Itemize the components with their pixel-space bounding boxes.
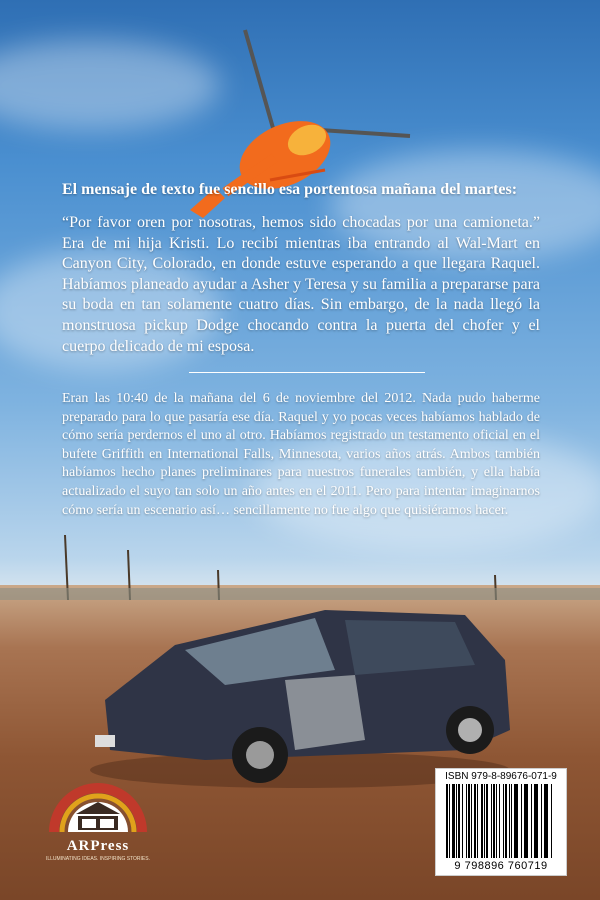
divider-line [189, 372, 425, 373]
isbn-barcode [435, 768, 567, 876]
barcode-bar [534, 784, 538, 858]
publisher-name: ARPress [66, 838, 130, 854]
barcode-bar [481, 784, 483, 858]
barcode-bar [466, 784, 467, 858]
barcode-bar [474, 784, 476, 858]
barcode-bar [449, 784, 450, 858]
barcode-bar [531, 784, 532, 858]
barcode-bar [446, 784, 448, 858]
publisher-tagline: ILLUMINATING IDEAS. INSPIRING STORIES. [45, 856, 150, 862]
arpress-logo [42, 770, 154, 880]
barcode-bars [446, 784, 556, 858]
barcode-bar [496, 784, 497, 858]
wrecked-car-image [85, 590, 515, 790]
intro-heading: El mensaje de texto fue sencillo esa portentosa mañana del martes: [62, 181, 518, 198]
barcode-bar [505, 784, 507, 858]
barcode-bar [511, 784, 512, 858]
barcode-bar [499, 784, 500, 858]
opening-paragraph: “Por favor oren por nosotras, hemos sido chocadas por una camioneta.” Era de mi hija Kristi. Lo recibí mientras iba entrando al Wal-Mart en Canyon City, Colorado, en donde estuve esperando a que llegara Raquel. Habíamos planeado ayudar a Asher y Teresa y su familia a prepararse para su boda en tan solamente cuatro días. Sin embargo, de la nada llegó la monstruosa pickup Dodge chocando contra la puerta del chofer y el cuerpo delicado de mi esposa. [62, 214, 540, 355]
barcode-bar [491, 784, 492, 858]
barcode-bar [471, 784, 472, 858]
isbn-label: ISBN 979-8-89676-071-9 [445, 771, 557, 782]
barcode-bar [503, 784, 504, 858]
barcode-bar [484, 784, 485, 858]
story-paragraph: Eran las 10:40 de la mañana del 6 de noviembre del 2012. Nada pudo haberme preparado para lo que pasaría ese día. Raquel y yo pocas veces habíamos hablado de cómo sería perdernos el uno al otro. Habíamos registrado un testamento oficial en el bufete Griffith en International Falls, Minnesota, varios años atrás. Ambos también habíamos hecho planes preliminares para nuestros funerales también, y ella había actualizado el suyo tan solo un año antes en el 2011. Pero para intentar imaginarnos cómo sería un escenario así… sencillamente no fue algo que quisiéramos hacer. [62, 391, 540, 518]
barcode-bar [493, 784, 495, 858]
barcode-bar [514, 784, 518, 858]
barcode-bar [452, 784, 455, 858]
barcode-bar [544, 784, 548, 858]
barcode-bar [456, 784, 457, 858]
barcode-number: 9 798896 760719 [454, 860, 548, 872]
barcode-bar [509, 784, 510, 858]
barcode-bar [462, 784, 463, 858]
barcode-bar [486, 784, 488, 858]
barcode-bar [458, 784, 460, 858]
barcode-bar [551, 784, 552, 858]
barcode-bar [477, 784, 478, 858]
barcode-bar [541, 784, 542, 858]
barcode-bar [521, 784, 522, 858]
barcode-bar [468, 784, 470, 858]
barcode-bar [524, 784, 528, 858]
